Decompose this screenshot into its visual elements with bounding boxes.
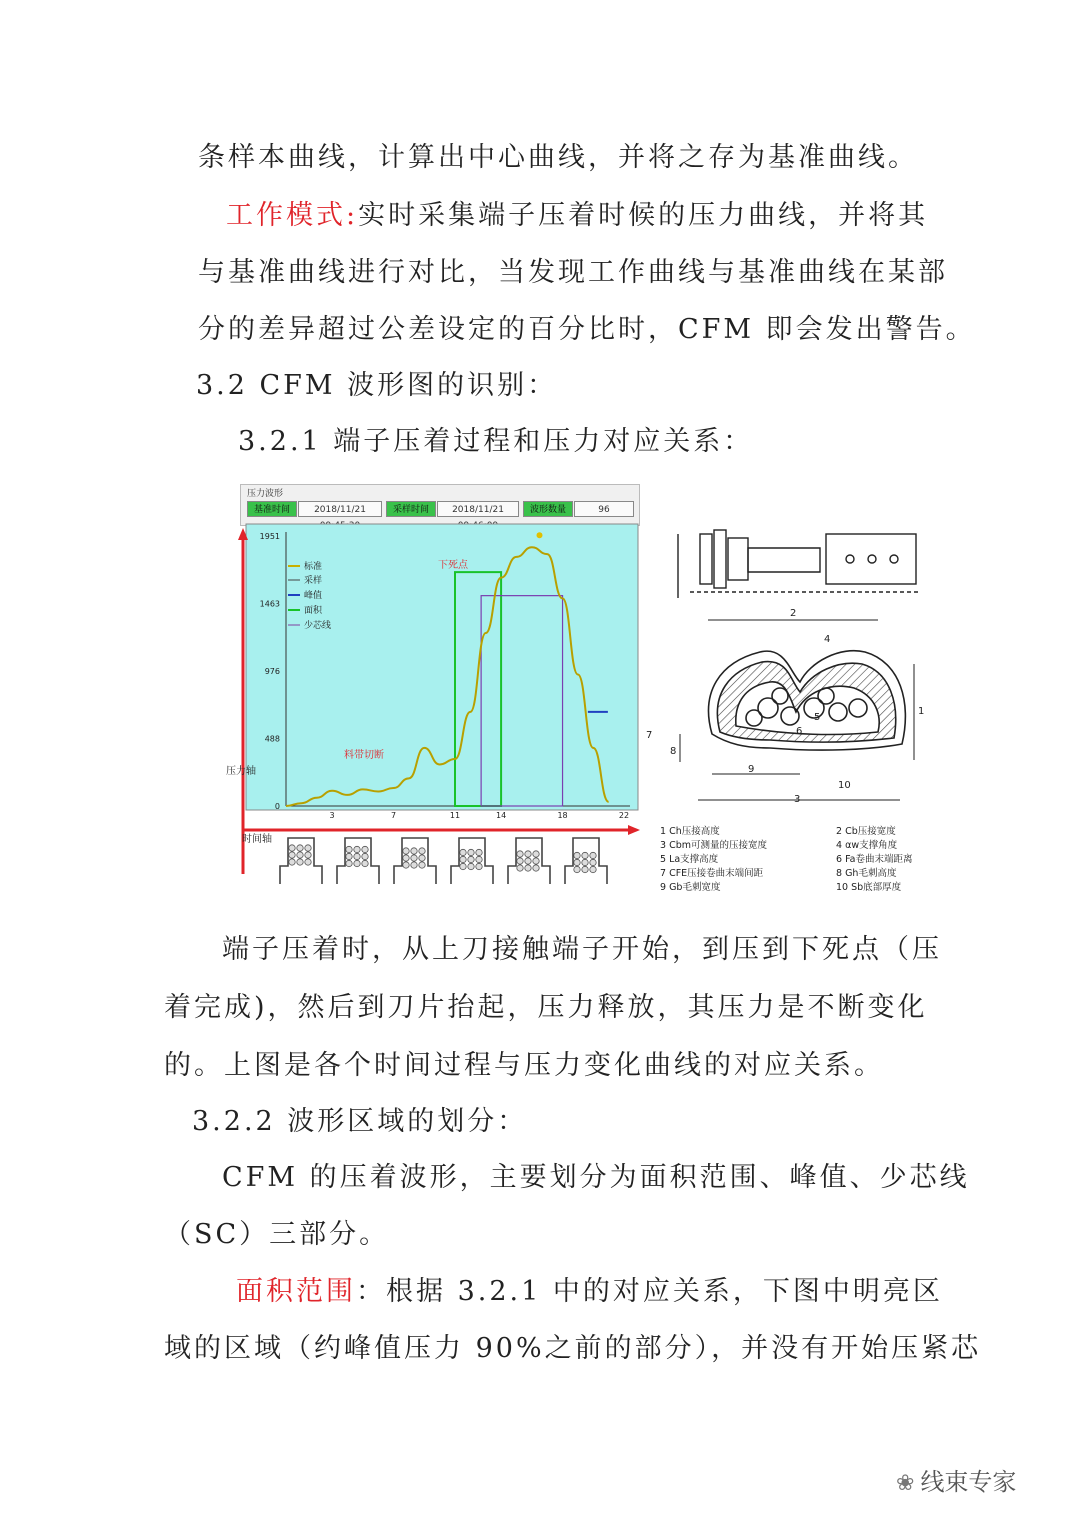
wire-strand xyxy=(411,855,417,861)
paragraph-line-3: 与基准曲线进行对比，当发现工作曲线与基准曲线在某部 xyxy=(198,257,948,288)
y-tick-label: 1463 xyxy=(259,599,280,609)
x-tick-label: 18 xyxy=(557,811,568,820)
crimp-stage-strip xyxy=(274,830,620,888)
wire-strand xyxy=(354,860,360,866)
paragraph-line-10 xyxy=(236,1274,943,1310)
dim-5: 5 xyxy=(814,712,821,723)
x-tick-label: 11 xyxy=(449,811,461,820)
dim-10: 10 xyxy=(838,780,851,791)
crimp-cross-section xyxy=(709,651,906,750)
dim-9: 9 xyxy=(748,764,755,775)
wire-strand xyxy=(346,853,352,859)
sample-time-label: 采样时间 xyxy=(386,501,436,517)
legend-row-3-left: 5 La支撑高度 xyxy=(660,854,719,865)
section-heading-3-2-2: 3.2.2 波形区域的划分： xyxy=(192,1106,528,1137)
dim-2: 2 xyxy=(790,608,797,619)
wire-strand xyxy=(297,845,303,851)
wire-strand xyxy=(419,855,425,861)
paragraph-line-8: CFM 的压着波形，主要划分为面积范围、峰值、少芯线 xyxy=(222,1162,970,1193)
y-tick-label: 0 xyxy=(274,802,280,811)
legend-sample: 采样 xyxy=(304,576,323,586)
paragraph-line-7: 的。上图是各个时间过程与压力变化曲线的对应关系。 xyxy=(164,1050,884,1081)
wire-strand xyxy=(411,848,417,854)
legend-row-3-right: 6 Fa卷曲末端距离 xyxy=(836,854,913,865)
wire-strand xyxy=(346,846,352,852)
paragraph-line-4: 分的差异超过公差设定的百分比时，CFM 即会发出警告。 xyxy=(198,314,976,345)
wire-strand xyxy=(525,865,531,871)
wire-strand xyxy=(362,846,368,852)
wire-strand xyxy=(460,849,466,855)
legend-row-5-right: 10 Sb底部厚度 xyxy=(836,882,902,893)
terminal-crimp-diagram xyxy=(646,512,930,812)
peak-marker xyxy=(537,532,543,538)
dim-7: 7 xyxy=(646,730,653,741)
work-mode-label: 工作模式: xyxy=(226,200,359,231)
wire-strand xyxy=(517,865,523,871)
wire-strand xyxy=(419,862,425,868)
wire-strand xyxy=(460,863,466,869)
wire-strand xyxy=(590,852,596,858)
wire-strand xyxy=(460,856,466,862)
wire-strand xyxy=(468,856,474,862)
dim-4: 4 xyxy=(824,634,831,645)
diagram-legend-table xyxy=(656,822,936,894)
legend-area: 面积 xyxy=(304,606,323,616)
wire-strand xyxy=(476,849,482,855)
crimp-stage-icon xyxy=(394,838,436,884)
wire-strand xyxy=(468,863,474,869)
legend-row-2-left: 3 Cbm可测量的压接宽度 xyxy=(660,840,767,851)
wire-strand xyxy=(289,845,295,851)
wire-strand xyxy=(297,859,303,865)
legend-peak: 峰值 xyxy=(304,591,323,601)
legend-row-4-right: 8 Gh毛刺高度 xyxy=(836,868,897,879)
wire-strand xyxy=(582,852,588,858)
dim-8: 8 xyxy=(670,746,677,757)
y-axis-title xyxy=(226,764,256,777)
dim-3: 3 xyxy=(794,794,801,805)
crimp-stage-icon xyxy=(280,838,322,884)
wire-strand xyxy=(354,853,360,859)
x-tick-group xyxy=(330,811,630,820)
paragraph-line-9: （SC）三部分。 xyxy=(164,1219,390,1250)
wire-strand xyxy=(403,862,409,868)
wire-strand xyxy=(574,852,580,858)
wire-strand xyxy=(517,858,523,864)
paragraph-line-6: 着完成)，然后到刀片抬起，压力释放，其压力是不断变化 xyxy=(164,992,928,1023)
wire-strand xyxy=(403,848,409,854)
wire-strand xyxy=(533,865,539,871)
base-time-value: 2018/11/21 xyxy=(298,501,382,517)
wire-strand xyxy=(289,852,295,858)
dim-6: 6 xyxy=(796,726,803,737)
wire-strand xyxy=(525,851,531,857)
section-heading-3-2: 3.2 CFM 波形图的识别： xyxy=(196,370,558,401)
wire-strand xyxy=(525,858,531,864)
wire-strand xyxy=(419,848,425,854)
y-axis-title-text: 压力轴 xyxy=(226,766,256,777)
crimp-stage-icon xyxy=(565,838,607,884)
wire-strand xyxy=(289,859,295,865)
wire-strand xyxy=(346,860,352,866)
paragraph-line-1: 条样本曲线，计算出中心曲线，并将之存为基准曲线。 xyxy=(198,142,918,173)
wire-strand xyxy=(574,866,580,872)
wire-strand xyxy=(305,852,311,858)
base-time-label: 基准时间 xyxy=(247,501,297,517)
wire-strand xyxy=(354,846,360,852)
wire-strand xyxy=(411,862,417,868)
y-tick-label: 488 xyxy=(264,734,280,744)
cfm-waveform-panel xyxy=(226,484,640,890)
dim-1: 1 xyxy=(918,706,925,717)
wire-strand xyxy=(533,851,539,857)
terminal-side-view xyxy=(678,530,920,598)
area-range-label: 面积范围 xyxy=(236,1276,356,1307)
legend-row-4-left: 7 CFE压接卷曲末端间距 xyxy=(660,868,764,879)
x-tick-label: 7 xyxy=(390,811,397,820)
x-tick-label: 22 xyxy=(618,811,630,820)
y-tick-label: 1951 xyxy=(259,532,280,541)
bottom-dead-center-label: 下死点 xyxy=(438,560,468,571)
time-axis-arrowhead xyxy=(628,825,640,835)
wire-strand xyxy=(305,859,311,865)
wave-count-value: 96 xyxy=(574,501,634,517)
wire-strand xyxy=(582,859,588,865)
y-tick-label: 976 xyxy=(264,666,280,676)
work-mode-text: 实时采集端子压着时候的压力曲线，并将其 xyxy=(358,200,929,231)
strip-cut-label: 料带切断 xyxy=(344,750,384,761)
paragraph-line-5: 端子压着时，从上刀接触端子开始，到压到下死点（压 xyxy=(222,934,942,965)
legend-row-1-left: 1 Ch压接高度 xyxy=(660,826,720,837)
wire-strand xyxy=(362,860,368,866)
wire-strand xyxy=(582,866,588,872)
x-tick-label: 14 xyxy=(495,811,507,820)
legend-row-2-right: 4 αw支撑角度 xyxy=(836,840,898,851)
legend-standard: 标准 xyxy=(304,562,323,572)
x-axis-title: 时间轴 xyxy=(242,834,272,845)
wire-strand xyxy=(476,863,482,869)
legend-row-1-right: 2 Cb压接宽度 xyxy=(836,826,896,837)
paragraph-line-2 xyxy=(226,198,928,234)
crimp-stage-icon xyxy=(508,838,550,884)
legend-sc: 少芯线 xyxy=(304,621,332,631)
wire-strand xyxy=(476,856,482,862)
wire-strand xyxy=(590,859,596,865)
watermark xyxy=(896,1462,1016,1497)
wire-strand xyxy=(305,845,311,851)
watermark-text: 线束专家 xyxy=(920,1468,1017,1496)
wire-strand xyxy=(517,851,523,857)
wire-strand xyxy=(590,866,596,872)
wire-strand xyxy=(574,859,580,865)
wire-strand xyxy=(468,849,474,855)
wire-strand xyxy=(362,853,368,859)
wire-strand xyxy=(297,852,303,858)
wire-strand xyxy=(533,858,539,864)
sample-time-value: 2018/11/21 xyxy=(437,501,519,517)
crimp-stage-icon xyxy=(337,838,379,884)
wave-count-label: 波形数量 xyxy=(523,501,573,517)
paragraph-line-11: 域的区域（约峰值压力 90%之前的部分），并没有开始压紧芯 xyxy=(164,1333,982,1364)
wire-strand xyxy=(403,855,409,861)
area-range-text: ：根据 3.2.1 中的对应关系，下图中明亮区 xyxy=(356,1276,943,1307)
crimp-stage-icon xyxy=(451,838,493,884)
chart-header-title: 压力波形 xyxy=(247,489,284,499)
chart-header xyxy=(240,484,640,526)
legend-row-5-left: 9 Gb毛刺宽度 xyxy=(660,882,721,893)
wechat-icon: ❀ xyxy=(896,1471,915,1496)
section-heading-3-2-1: 3.2.1 端子压着过程和压力对应关系： xyxy=(238,426,754,457)
x-tick-label: 3 xyxy=(329,811,335,820)
